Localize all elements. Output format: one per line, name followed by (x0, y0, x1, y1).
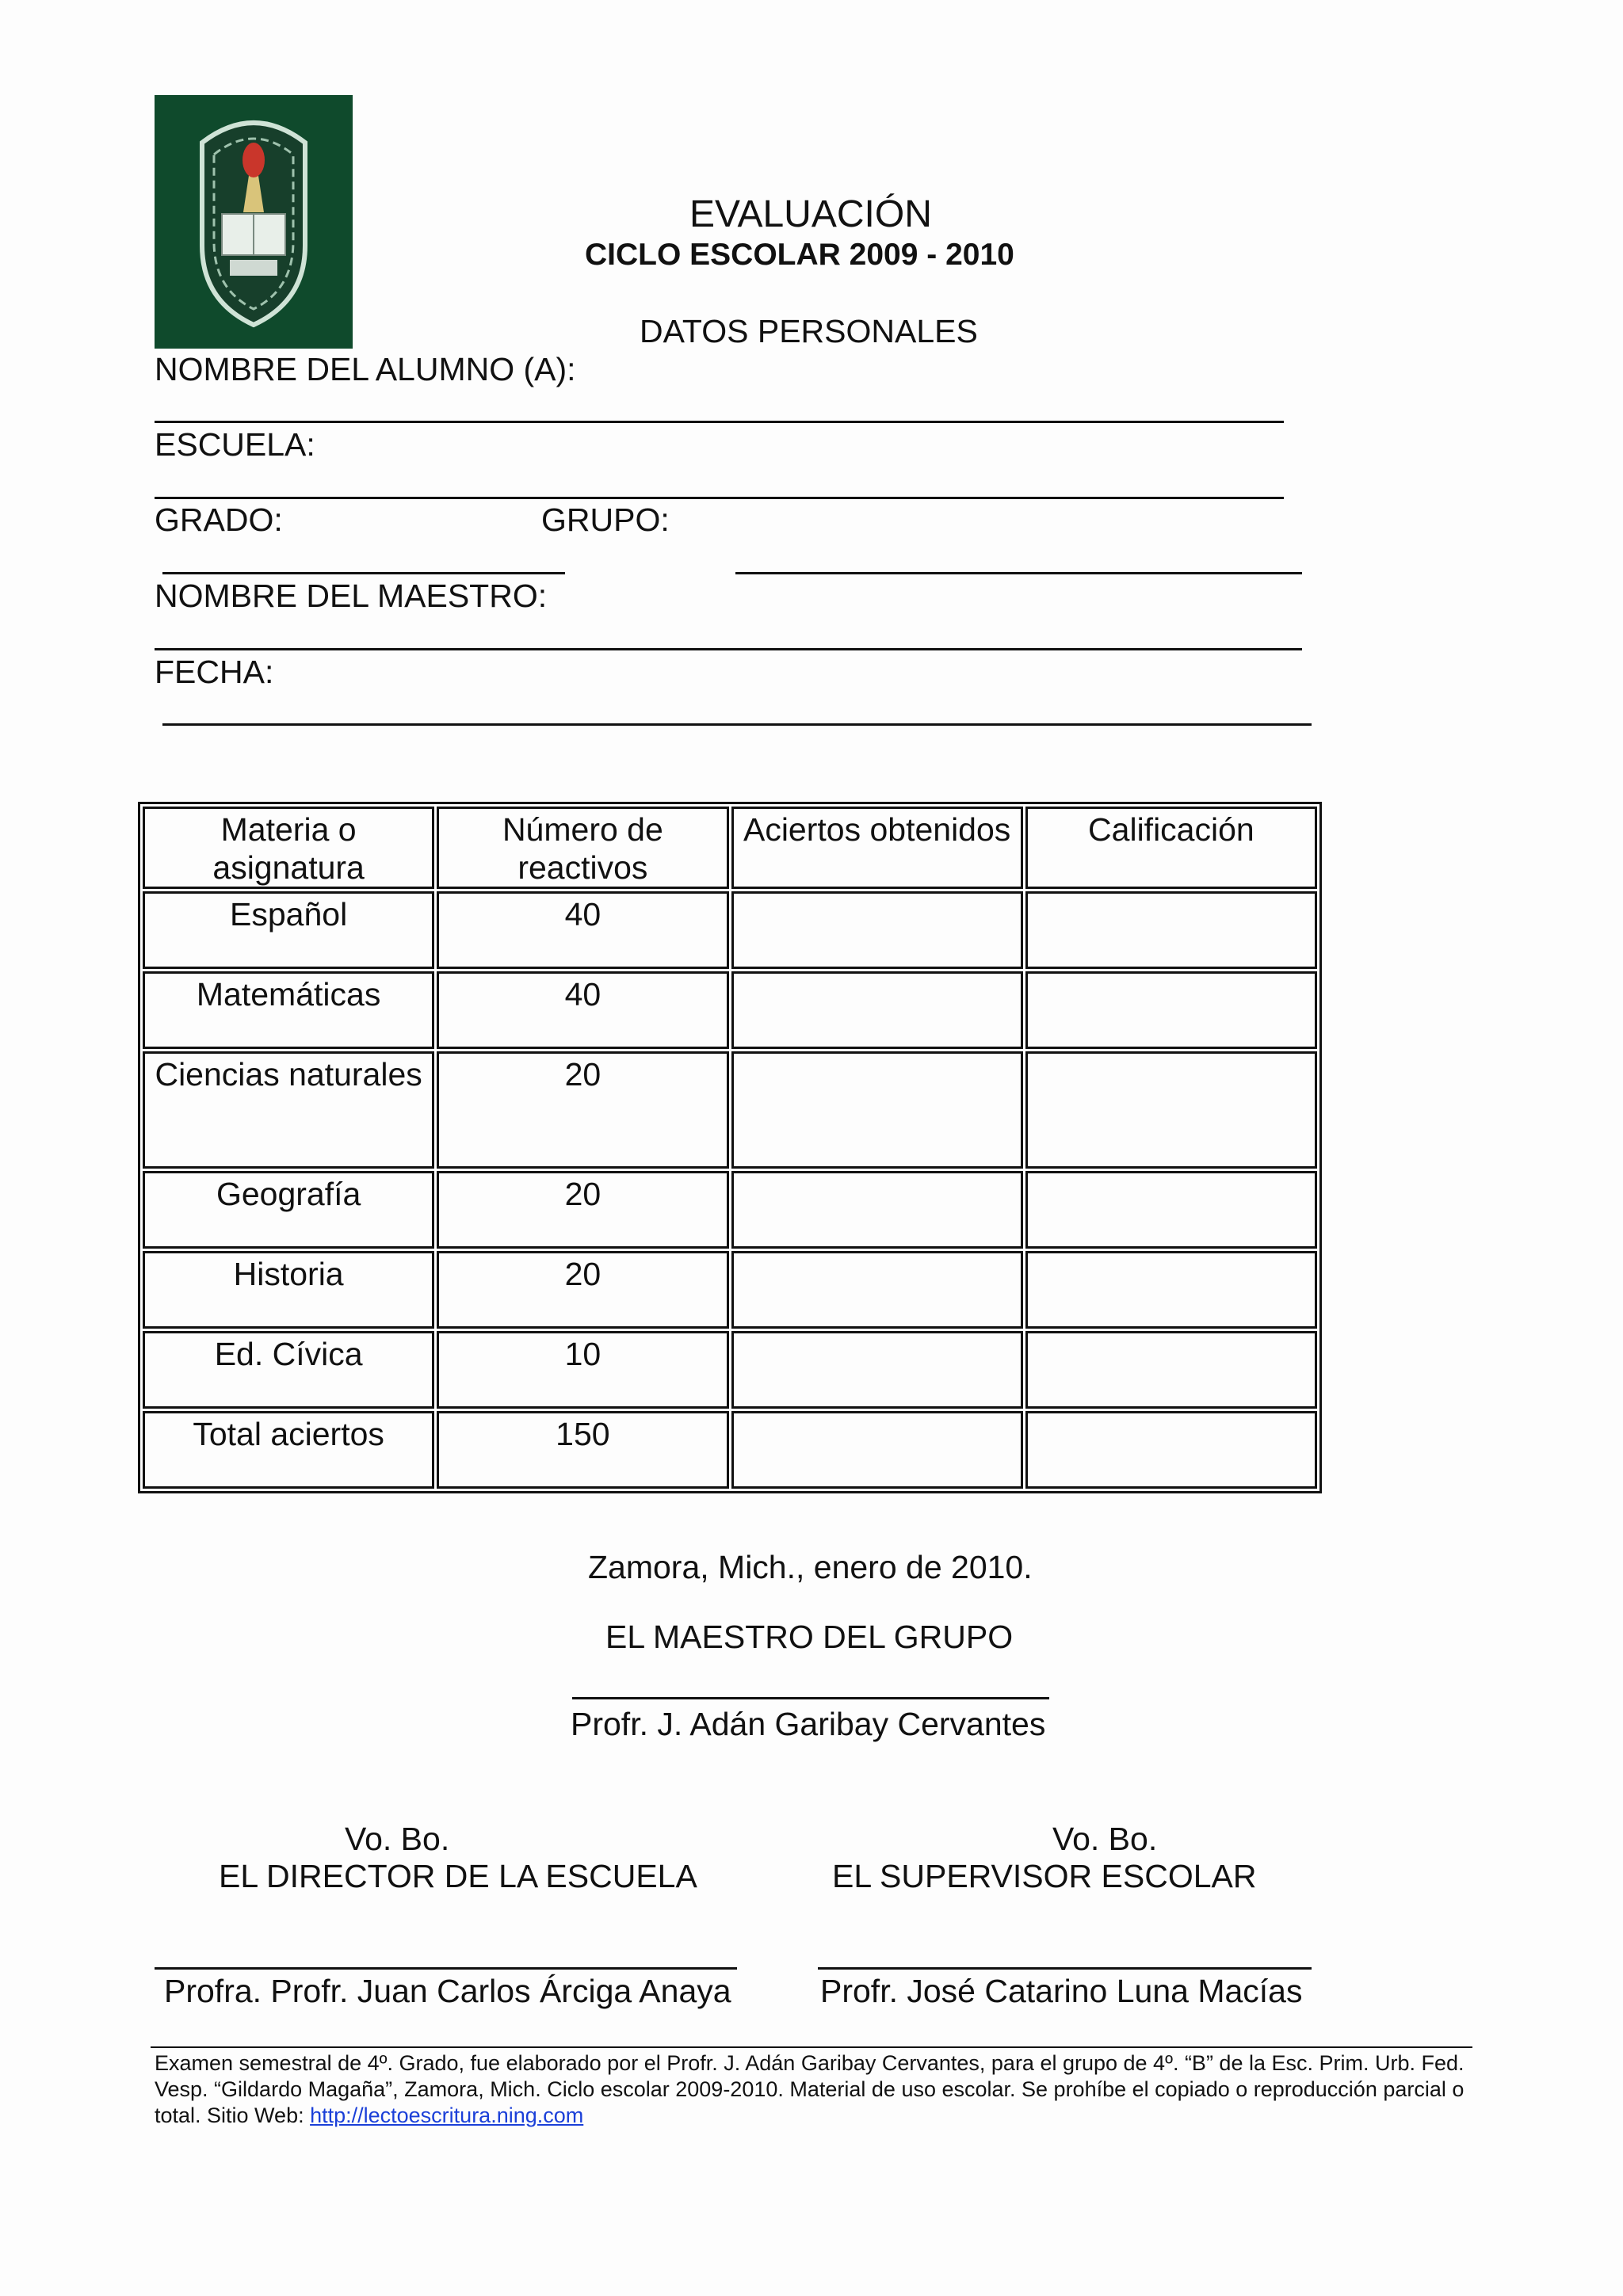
correct-cell[interactable] (731, 891, 1023, 969)
correct-cell[interactable] (731, 1051, 1023, 1169)
items-cell: 40 (437, 891, 728, 969)
items-cell: 20 (437, 1251, 728, 1329)
subject-cell: Historia (143, 1251, 434, 1329)
items-cell: 20 (437, 1171, 728, 1249)
director-role: EL DIRECTOR DE LA ESCUELA (219, 1858, 697, 1894)
director-vobo: Vo. Bo. (345, 1821, 450, 1857)
grade-cell[interactable] (1025, 1251, 1317, 1329)
subject-cell: Total aciertos (143, 1411, 434, 1489)
table-row (143, 1251, 1317, 1329)
subject-cell: Ciencias naturales (143, 1051, 434, 1169)
table-row (143, 1171, 1317, 1249)
items-cell: 40 (437, 971, 728, 1049)
director-signature-line (155, 1967, 737, 1970)
date-label: FECHA: (155, 654, 274, 690)
subject-cell: Geografía (143, 1171, 434, 1249)
teacher-signature-line (572, 1697, 1049, 1699)
group-field[interactable] (735, 572, 1302, 574)
date-field[interactable] (162, 723, 1312, 726)
table-header-row (143, 807, 1317, 889)
grades-table (138, 802, 1322, 1493)
grade-cell[interactable] (1025, 1051, 1317, 1169)
correct-cell[interactable] (731, 971, 1023, 1049)
director-name: Profra. Profr. Juan Carlos Árciga Anaya (164, 1973, 731, 2009)
table-row (143, 891, 1317, 969)
supervisor-vobo: Vo. Bo. (1052, 1821, 1158, 1857)
section-heading: DATOS PERSONALES (640, 313, 978, 349)
page-title: EVALUACIÓN (689, 193, 932, 235)
footer-text: Examen semestral de 4º. Grado, fue elaborado por el Profr. J. Adán Garibay Cervantes, para el grupo de 4º. “B” de la Esc. Prim. Urb. Fed. Vesp. “Gildardo Magaña”, Zamora, Mich. Ciclo escolar 2009-2010. Material de uso escolar. Se prohíbe el copiado o reproducción parcial o total. Sitio Web: (155, 2051, 1465, 2127)
grade-cell[interactable] (1025, 1411, 1317, 1489)
table-row (143, 1411, 1317, 1489)
header-grade: Calificación (1025, 807, 1317, 889)
footer-divider (151, 2046, 1472, 2048)
grade-label: GRADO: (155, 502, 283, 538)
subject-cell: Español (143, 891, 434, 969)
group-label: GRUPO: (541, 502, 670, 538)
student-name-field[interactable] (155, 421, 1284, 423)
teacher-role: EL MAESTRO DEL GRUPO (605, 1619, 1014, 1655)
header-subject: Materia o asignatura (143, 807, 434, 889)
supervisor-signature-line (818, 1967, 1312, 1970)
grade-cell[interactable] (1025, 891, 1317, 969)
page-subtitle: CICLO ESCOLAR 2009 - 2010 (585, 238, 1014, 272)
teacher-name-label: NOMBRE DEL MAESTRO: (155, 578, 548, 614)
correct-cell[interactable] (731, 1411, 1023, 1489)
header-correct: Aciertos obtenidos (731, 807, 1023, 889)
correct-cell[interactable] (731, 1251, 1023, 1329)
student-name-label: NOMBRE DEL ALUMNO (A): (155, 351, 576, 387)
subject-cell: Matemáticas (143, 971, 434, 1049)
correct-cell[interactable] (731, 1171, 1023, 1249)
supervisor-name: Profr. José Catarino Luna Macías (820, 1973, 1303, 2009)
school-field[interactable] (155, 497, 1284, 499)
items-cell: 20 (437, 1051, 728, 1169)
table-row (143, 1331, 1317, 1409)
footer-note (155, 2050, 1470, 2129)
grade-field[interactable] (162, 572, 565, 574)
table-row (143, 1051, 1317, 1169)
subject-cell: Ed. Cívica (143, 1331, 434, 1409)
header-items: Número de reactivos (437, 807, 728, 889)
table-row (143, 971, 1317, 1049)
items-cell: 10 (437, 1331, 728, 1409)
place-date: Zamora, Mich., enero de 2010. (588, 1549, 1033, 1585)
teacher-name: Profr. J. Adán Garibay Cervantes (571, 1706, 1046, 1742)
grade-cell[interactable] (1025, 971, 1317, 1049)
teacher-name-field[interactable] (155, 648, 1302, 650)
correct-cell[interactable] (731, 1331, 1023, 1409)
grade-cell[interactable] (1025, 1171, 1317, 1249)
school-label: ESCUELA: (155, 426, 315, 463)
footer-website-link[interactable]: http://lectoescritura.ning.com (310, 2103, 584, 2127)
school-crest-icon (155, 95, 353, 349)
grade-cell[interactable] (1025, 1331, 1317, 1409)
supervisor-role: EL SUPERVISOR ESCOLAR (832, 1858, 1257, 1894)
items-cell: 150 (437, 1411, 728, 1489)
